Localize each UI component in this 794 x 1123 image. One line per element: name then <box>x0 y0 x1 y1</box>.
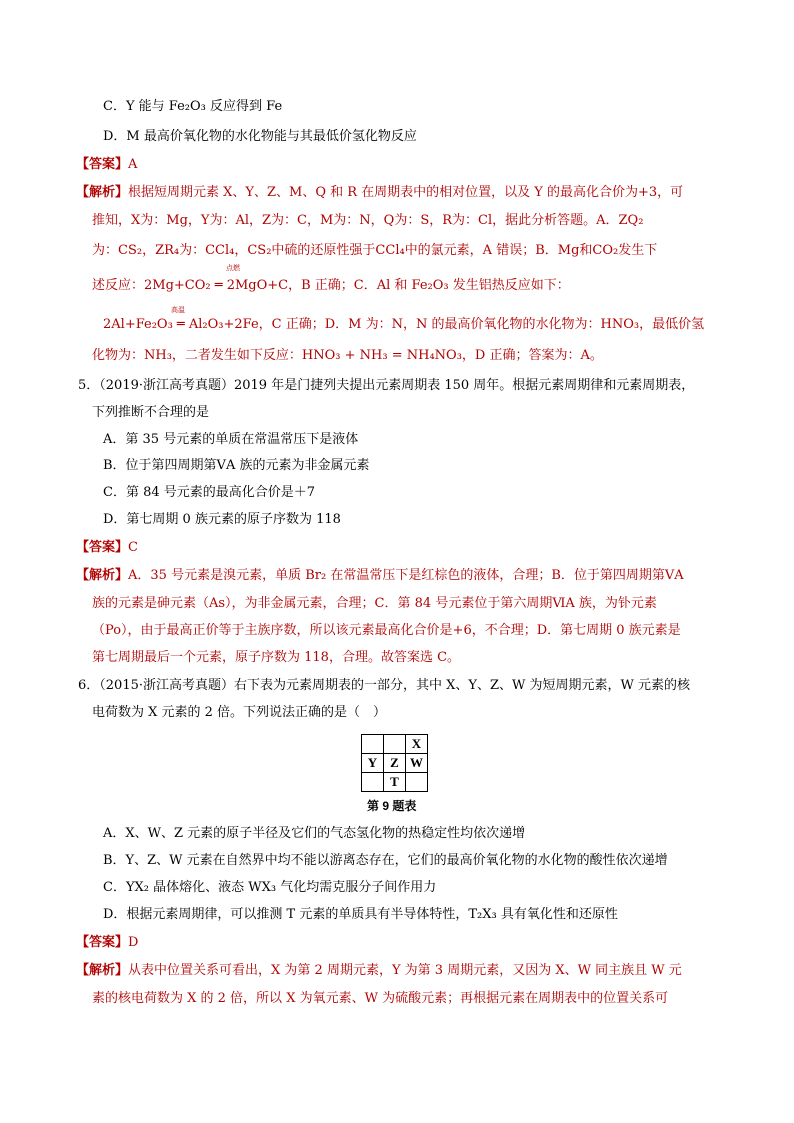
q4-option-d: D．M 最高价氧化物的水化物能与其最低价氢化物反应 <box>103 129 417 144</box>
q4-analysis-line-1 <box>76 183 683 203</box>
q6-stem-line-1: 6．（2015·浙江高考真题）右下表为元素周期表的一部分，其中 X、Y、Z、W 为短周期元素，W 元素的核 <box>78 678 690 693</box>
reaction-condition-high-temp: 高温 <box>171 306 185 314</box>
answer-value: A <box>128 157 138 172</box>
q5-analysis-line-1 <box>76 566 684 586</box>
q4-answer <box>76 155 137 175</box>
reaction-condition-ignite: 点燃 <box>226 264 240 272</box>
table-cell <box>384 735 406 754</box>
table-cell: Y <box>362 754 384 773</box>
q5-stem-line-2: 下列推断不合理的是 <box>92 405 210 420</box>
q5-answer <box>76 538 138 558</box>
q6-analysis-line-1 <box>76 961 682 981</box>
q4-option-c: C．Y 能与 Fe₂O₃ 反应得到 Fe <box>103 99 283 114</box>
table-cell <box>406 773 428 792</box>
analysis-text: 根据短周期元素 X、Y、Z、M、Q 和 R 在周期表中的相对位置，以及 Y 的最高化合价为+3，可 <box>128 185 684 200</box>
q5-option-d: D．第七周期 0 族元素的原子序数为 118 <box>103 512 341 527</box>
answer-value: D <box>128 935 139 950</box>
q6-option-d: D．根据元素周期律，可以推测 T 元素的单质具有半导体特性，T₂X₃ 具有氧化性和还原性 <box>103 907 618 922</box>
q4-analysis-line-4: 述反应：2Mg+CO₂ ═ 2MgO+C，B 正确；C．Al 和 Fe₂O₃ 发生铝热反应如下： <box>92 278 570 293</box>
q6-option-c: C．YX₂ 晶体熔化、液态 WX₃ 气化均需克服分子间作用力 <box>103 880 437 895</box>
table-row <box>362 735 428 754</box>
table-cell: T <box>384 773 406 792</box>
q4-analysis-line-5: 2Al+Fe₂O₃ ═ Al₂O₃+2Fe，C 正确；D．M 为：N，N 的最高价氧化物的水化物为：HNO₃，最低价氢 <box>103 317 705 332</box>
table-row <box>362 754 428 773</box>
q6-answer <box>76 933 138 953</box>
table-cell <box>362 735 384 754</box>
answer-value: C <box>128 540 138 555</box>
q4-analysis-line-2: 推知，X为：Mg，Y为：Al，Z为：C，M为：N，Q为：S，R为：Cl，据此分析答题。A．ZQ₂ <box>92 213 644 228</box>
q6-option-b: B．Y、Z、W 元素在自然界中均不能以游离态存在，它们的最高价氧化物的水化物的酸性依次递增 <box>103 853 668 868</box>
q5-analysis-line-4: 第七周期最后一个元素，原子序数为 118，合理。故答案选 C。 <box>92 650 461 665</box>
analysis-text: 从表中位置关系可看出，X 为第 2 周期元素，Y 为第 3 周期元素，又因为 X、W 同主族且 W 元 <box>128 963 682 978</box>
table-cell: X <box>406 735 428 754</box>
answer-label: 【答案】 <box>76 157 129 172</box>
q6-option-a: A．X、W、Z 元素的原子半径及它们的气态氢化物的热稳定性均依次递增 <box>103 826 526 841</box>
q5-option-b: B．位于第四周期第ⅤA 族的元素为非金属元素 <box>103 458 370 473</box>
q5-analysis-line-2: 族的元素是砷元素（As），为非金属元素，合理；C．第 84 号元素位于第六周期ⅥA 族，为钋元素 <box>92 596 657 611</box>
analysis-label: 【解析】 <box>76 963 129 978</box>
table-caption: 第 9 题表 <box>367 799 417 813</box>
periodic-table-fragment <box>361 734 428 792</box>
q6-analysis-line-2: 素的核电荷数为 X 的 2 倍，所以 X 为氧元素、W 为硫酸元素；再根据元素在周期表中的位置关系可 <box>92 991 669 1006</box>
q4-analysis-line-6: 化物为：NH₃，二者发生如下反应：HNO₃ + NH₃ = NH₄NO₃，D 正确；答案为：A。 <box>92 348 603 363</box>
q5-analysis-line-3: （Po），由于最高正价等于主族序数，所以该元素最高化合价是+6，不合理；D．第七周期 0 族元素是 <box>92 623 681 638</box>
answer-label: 【答案】 <box>76 935 129 950</box>
q5-option-c: C．第 84 号元素的最高化合价是＋7 <box>103 485 316 500</box>
q5-option-a: A．第 35 号元素的单质在常温常压下是液体 <box>103 432 359 447</box>
table-row <box>362 773 428 792</box>
analysis-label: 【解析】 <box>76 568 129 583</box>
q6-stem-line-2: 电荷数为 X 元素的 2 倍。下列说法正确的是（ ） <box>92 705 387 720</box>
table-cell: W <box>406 754 428 773</box>
analysis-label: 【解析】 <box>76 185 129 200</box>
q5-stem-line-1: 5．（2019·浙江高考真题）2019 年是门捷列夫提出元素周期表 150 周年。根据元素周期律和元素周期表， <box>78 378 695 393</box>
table-cell <box>362 773 384 792</box>
table-cell: Z <box>384 754 406 773</box>
q4-analysis-line-3: 为：CS₂，ZR₄为：CCl₄，CS₂中硫的还原性强于CCl₄中的氯元素，A 错误；B．Mg和CO₂发生下 <box>92 243 658 258</box>
answer-label: 【答案】 <box>76 540 129 555</box>
analysis-text: A．35 号元素是溴元素，单质 Br₂ 在常温常压下是红棕色的液体，合理；B．位于第四周期第ⅤA <box>128 568 684 583</box>
